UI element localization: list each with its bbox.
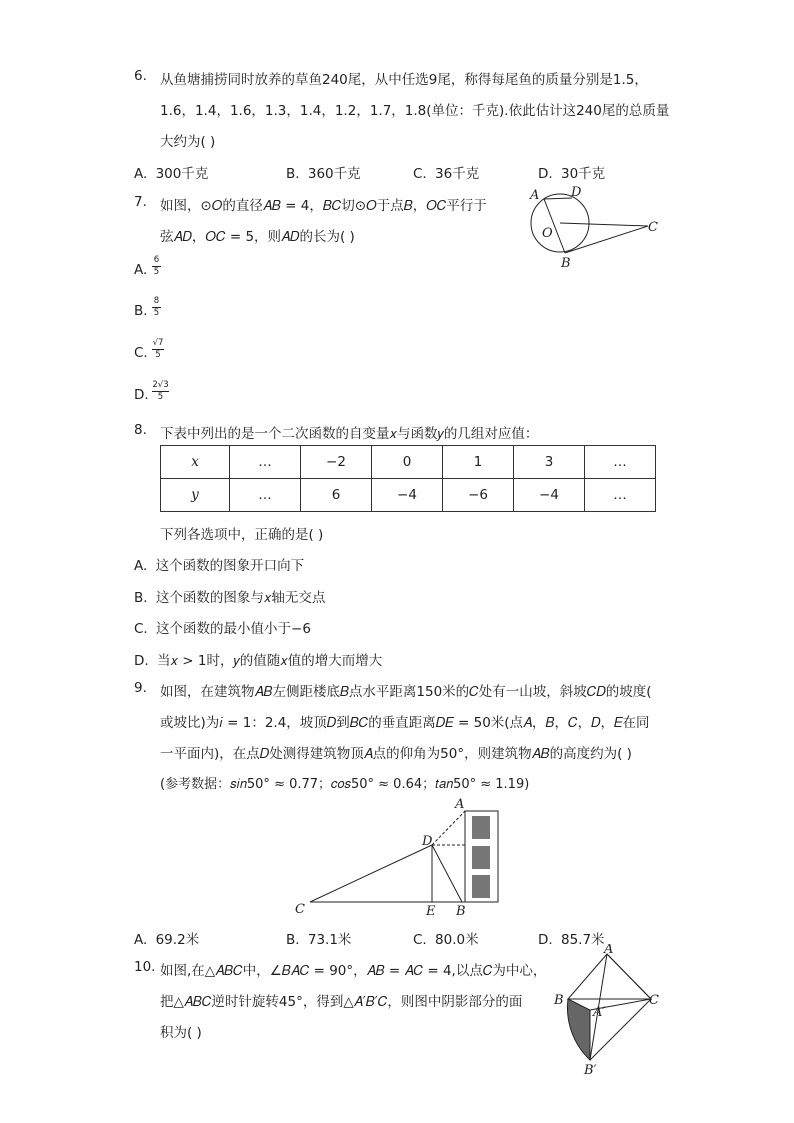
q7-figure-circle xyxy=(520,183,670,273)
q8-text-line2: 下列各选项中，正确的是( ) xyxy=(160,527,324,543)
q9-text-line2: 或坡比)为𝑖 = 1：2.4，坡顶𝐷到𝐵𝐶的垂直距离𝐷𝐸 = 50米(点𝐴，𝐵，𝐶，𝐷，𝐸在同 xyxy=(160,715,650,731)
q9-text-line3: 一平面内)，在点𝐷处测得建筑物顶𝐴点的仰角为50°，则建筑物𝐴𝐵的高度约为( ) xyxy=(160,746,632,762)
q9-text-line1: 如图，在建筑物𝐴𝐵左侧距楼底𝐵点水平距离150米的𝐶处有一山坡，斜坡𝐶𝐷的坡度( xyxy=(160,684,652,700)
q10-text-line1: 如图,在△𝐴𝐵𝐶中，∠𝐵𝐴𝐶 = 90°，𝐴𝐵 = 𝐴𝐶 = 4,以点𝐶为中心， xyxy=(160,963,547,979)
q9-figure-slope-building xyxy=(290,795,510,920)
q6-option-a[interactable] xyxy=(134,162,208,182)
label-point-e: E xyxy=(426,904,436,919)
label-point-b: B xyxy=(554,993,564,1008)
option-label: B. xyxy=(286,932,300,948)
table-cell: … xyxy=(230,446,301,479)
option-text: 30千克 xyxy=(560,166,606,182)
denominator: 5 xyxy=(153,267,160,277)
table-cell: … xyxy=(585,479,656,512)
q9-reference-data: (参考数据：𝑠𝑖𝑛50° ≈ 0.77；𝑐𝑜𝑠50° ≈ 0.64；𝑡𝑎𝑛50° ≈ 1.19) xyxy=(160,777,530,792)
q8-value-table xyxy=(160,445,656,512)
option-label: C. xyxy=(413,932,427,948)
option-text: 这个函数的图象与𝑥轴无交点 xyxy=(155,590,326,606)
option-label: D. xyxy=(538,932,553,948)
q6-text-line2: 1.6，1.4，1.6，1.3，1.4，1.2，1.7，1.8(单位：千克).依此估计这240尾的总质量 xyxy=(160,103,670,119)
numerator: 8 xyxy=(153,296,160,306)
option-text: 80.0米 xyxy=(435,932,479,948)
label-point-c: C xyxy=(649,993,659,1008)
q7-option-b-label[interactable]: B. xyxy=(134,303,148,319)
q9-option-a[interactable] xyxy=(134,928,199,948)
q6-option-c[interactable] xyxy=(413,162,479,182)
option-text: 当𝑥 > 1时，𝑦的值随𝑥值的增大而增大 xyxy=(156,653,383,669)
option-label: B. xyxy=(134,590,148,606)
q8-option-a[interactable] xyxy=(134,554,304,574)
label-point-b: B xyxy=(456,904,466,919)
q8-number: 8. xyxy=(134,422,147,438)
q10-text-line3: 积为( ) xyxy=(160,1025,202,1041)
label-point-a: A xyxy=(530,188,540,203)
q6-text-line1: 从鱼塘捕捞同时放养的草鱼240尾，从中任选9尾，称得每尾鱼的质量分别是1.5， xyxy=(160,72,648,88)
option-label: A. xyxy=(134,166,148,182)
numerator: 2√3 xyxy=(152,380,169,390)
q10-text-line2: 把△𝐴𝐵𝐶逆时针旋转45°，得到△𝐴′𝐵′𝐶，则图中阴影部分的面 xyxy=(160,994,523,1010)
label-point-o: O xyxy=(542,226,553,241)
q8-option-b[interactable] xyxy=(134,586,325,606)
table-cell: −4 xyxy=(514,479,585,512)
numerator: √7 xyxy=(152,338,164,348)
denominator: 5 xyxy=(153,308,160,318)
q7-text-line1: 如图，⊙𝑂的直径𝐴𝐵 = 4，𝐵𝐶切⊙𝑂于点𝐵，𝑂𝐶平行于 xyxy=(160,198,487,214)
q6-option-d[interactable] xyxy=(538,162,605,182)
option-text: 73.1米 xyxy=(307,932,352,948)
q7-option-a-label[interactable]: A. xyxy=(134,262,148,278)
option-text: 36千克 xyxy=(435,166,480,182)
option-text: 360千克 xyxy=(307,166,361,182)
table-cell: 3 xyxy=(514,446,585,479)
option-text: 300千克 xyxy=(155,166,209,182)
q9-option-c[interactable] xyxy=(413,928,479,948)
numerator: 6 xyxy=(153,255,160,265)
option-label: C. xyxy=(134,621,148,637)
table-cell: −4 xyxy=(372,479,443,512)
option-label: B. xyxy=(286,166,300,182)
label-point-c: C xyxy=(648,220,658,235)
q6-text-line3: 大约为( ) xyxy=(160,134,216,150)
table-cell: −6 xyxy=(443,479,514,512)
q7-option-a-fraction xyxy=(152,256,161,277)
q8-option-d[interactable] xyxy=(134,649,382,669)
q7-text-line2: 弦𝐴𝐷，𝑂𝐶 = 5，则𝐴𝐷的长为( ) xyxy=(160,229,355,245)
q7-option-d-label[interactable]: D. xyxy=(134,387,149,403)
option-label: D. xyxy=(134,653,149,669)
table-cell: 0 xyxy=(372,446,443,479)
option-label: D. xyxy=(538,166,553,182)
label-point-c: C xyxy=(295,902,305,917)
q10-figure-rotation xyxy=(548,944,668,1079)
option-label: A. xyxy=(134,932,148,948)
q7-option-b-fraction xyxy=(152,297,161,318)
label-point-d: D xyxy=(422,834,433,849)
label-point-d: D xyxy=(571,185,582,200)
q7-option-d-fraction xyxy=(152,381,169,402)
q6-option-b[interactable] xyxy=(286,162,361,182)
table-cell: … xyxy=(230,479,301,512)
label-point-a: A xyxy=(455,797,465,812)
table-cell: −2 xyxy=(301,446,372,479)
table-cell: 𝑦 xyxy=(161,479,230,512)
q7-option-c-label[interactable]: C. xyxy=(134,345,148,361)
q8-text-line1: 下表中列出的是一个二次函数的自变量𝑥与函数𝑦的几组对应值： xyxy=(160,426,539,442)
table-cell: … xyxy=(585,446,656,479)
q6-number: 6. xyxy=(134,68,147,84)
q9-option-b[interactable] xyxy=(286,928,351,948)
label-point-b-prime: B′ xyxy=(584,1063,597,1078)
table-row-y xyxy=(161,479,656,512)
denominator: 5 xyxy=(155,350,161,360)
table-cell: 6 xyxy=(301,479,372,512)
q8-option-c[interactable] xyxy=(134,617,311,637)
table-cell: 1 xyxy=(443,446,514,479)
option-label: C. xyxy=(413,166,427,182)
q7-option-c-fraction xyxy=(152,339,164,360)
q10-number: 10. xyxy=(134,959,156,975)
option-text: 这个函数的图象开口向下 xyxy=(155,558,305,574)
table-row-x xyxy=(161,446,656,479)
option-text: 这个函数的最小值小于−6 xyxy=(156,621,311,637)
label-point-a-prime: A′ xyxy=(593,1005,606,1020)
option-label: A. xyxy=(134,558,148,574)
table-cell: 𝑥 xyxy=(161,446,230,479)
q9-number: 9. xyxy=(134,680,147,696)
option-text: 69.2米 xyxy=(155,932,200,948)
denominator: 5 xyxy=(157,392,164,402)
q7-number: 7. xyxy=(134,194,147,210)
option-text: 85.7米 xyxy=(560,932,605,948)
label-point-a: A xyxy=(604,944,614,957)
label-point-b: B xyxy=(561,256,571,271)
